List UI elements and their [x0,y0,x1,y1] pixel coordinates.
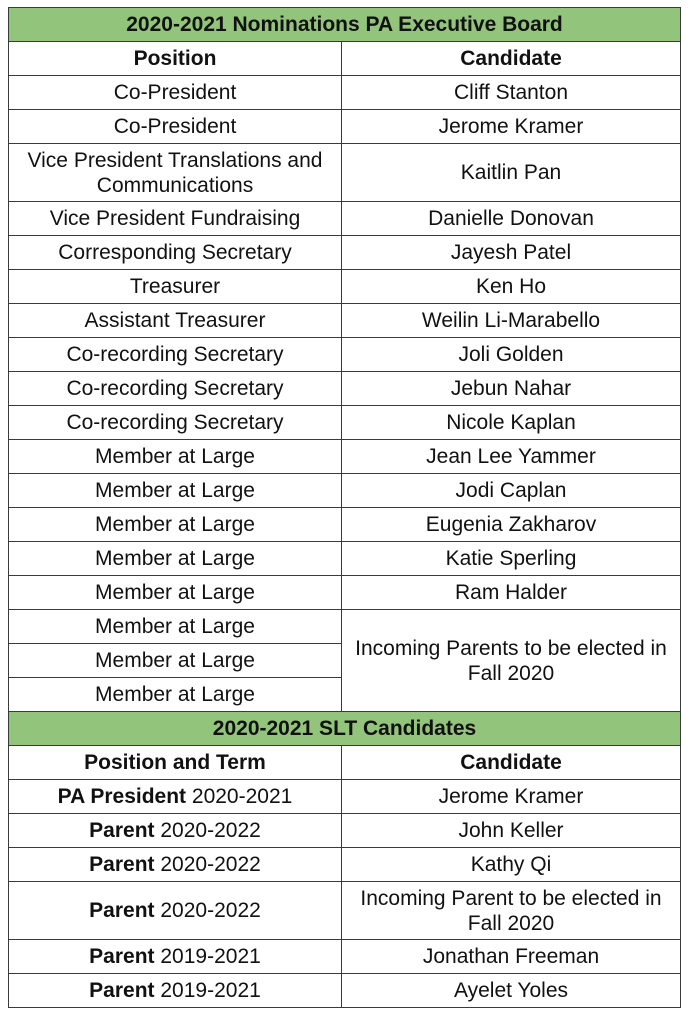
board-header-candidate: Candidate [342,42,681,76]
role-label: Parent [89,853,155,876]
slt-header-position: Position and Term [9,746,342,780]
candidate-cell: Jayesh Patel [342,236,681,270]
table-row [9,542,681,576]
candidate-cell: Nicole Kaplan [342,406,681,440]
position-term-cell [9,780,342,814]
table-row [9,882,681,940]
candidate-cell: Cliff Stanton [342,76,681,110]
board-header-row [9,42,681,76]
term-label: 2019-2021 [160,979,261,1002]
role-label: Parent [89,945,155,968]
position-cell: Member at Large [9,678,342,712]
table-row [9,508,681,542]
table-row [9,610,681,644]
position-cell: Treasurer [9,270,342,304]
position-cell: Member at Large [9,508,342,542]
candidate-cell: Ram Halder [342,576,681,610]
table-row [9,940,681,974]
position-cell: Co-President [9,76,342,110]
candidate-cell: Incoming Parent to be elected in Fall 2020 [342,882,681,940]
candidate-cell: Jodi Caplan [342,474,681,508]
table-row [9,406,681,440]
table-row [9,270,681,304]
term-label: 2020-2021 [191,785,293,808]
table-row [9,780,681,814]
term-label: 2020-2022 [160,899,261,922]
candidate-cell: Kaitlin Pan [342,144,681,202]
candidate-cell: John Keller [342,814,681,848]
candidate-cell: Danielle Donovan [342,202,681,236]
table-row [9,474,681,508]
term-label: 2020-2022 [160,819,261,842]
role-label: PA President [57,785,187,808]
table-row [9,814,681,848]
term-label: 2020-2022 [160,853,261,876]
candidate-cell: Jonathan Freeman [342,940,681,974]
table-row [9,974,681,1008]
slt-header-candidate: Candidate [342,746,681,780]
position-cell: Co-recording Secretary [9,372,342,406]
table-row [9,144,681,202]
slt-title: 2020-2021 SLT Candidates [9,712,681,746]
candidate-cell: Jean Lee Yammer [342,440,681,474]
position-cell: Co-recording Secretary [9,338,342,372]
candidate-cell: Eugenia Zakharov [342,508,681,542]
table-row [9,338,681,372]
candidate-cell: Joli Golden [342,338,681,372]
table-row [9,110,681,144]
candidate-cell: Katie Sperling [342,542,681,576]
position-cell: Co-recording Secretary [9,406,342,440]
table-row [9,76,681,110]
table-row [9,236,681,270]
candidate-cell: Ayelet Yoles [342,974,681,1008]
role-label: Parent [89,819,155,842]
slt-header-row [9,746,681,780]
position-cell: Member at Large [9,610,342,644]
position-cell: Co-President [9,110,342,144]
nominations-table [8,7,681,1008]
candidate-cell: Weilin Li-Marabello [342,304,681,338]
position-cell: Vice President Translations and Communications [9,144,342,202]
candidate-cell: Jerome Kramer [342,780,681,814]
table-row [9,304,681,338]
table-row [9,576,681,610]
candidate-cell: Ken Ho [342,270,681,304]
role-label: Parent [89,899,155,922]
position-cell: Member at Large [9,474,342,508]
position-cell: Assistant Treasurer [9,304,342,338]
term-label: 2019-2021 [160,945,261,968]
board-title: 2020-2021 Nominations PA Executive Board [9,8,681,42]
position-term-cell [9,882,342,940]
position-term-cell [9,974,342,1008]
table-row [9,848,681,882]
position-cell: Member at Large [9,542,342,576]
candidate-cell: Jebun Nahar [342,372,681,406]
position-term-cell [9,848,342,882]
role-label: Parent [89,979,155,1002]
candidate-cell: Jerome Kramer [342,110,681,144]
position-term-cell [9,814,342,848]
position-cell: Corresponding Secretary [9,236,342,270]
board-title-row [9,8,681,42]
table-row [9,440,681,474]
board-header-position: Position [9,42,342,76]
position-cell: Member at Large [9,440,342,474]
incoming-parents-cell: Incoming Parents to be elected in Fall 2020 [342,610,681,712]
table-row [9,372,681,406]
position-cell: Member at Large [9,644,342,678]
position-cell: Member at Large [9,576,342,610]
slt-title-row [9,712,681,746]
position-cell: Vice President Fundraising [9,202,342,236]
nominations-document [8,7,680,1008]
table-row [9,202,681,236]
position-term-cell [9,940,342,974]
candidate-cell: Kathy Qi [342,848,681,882]
